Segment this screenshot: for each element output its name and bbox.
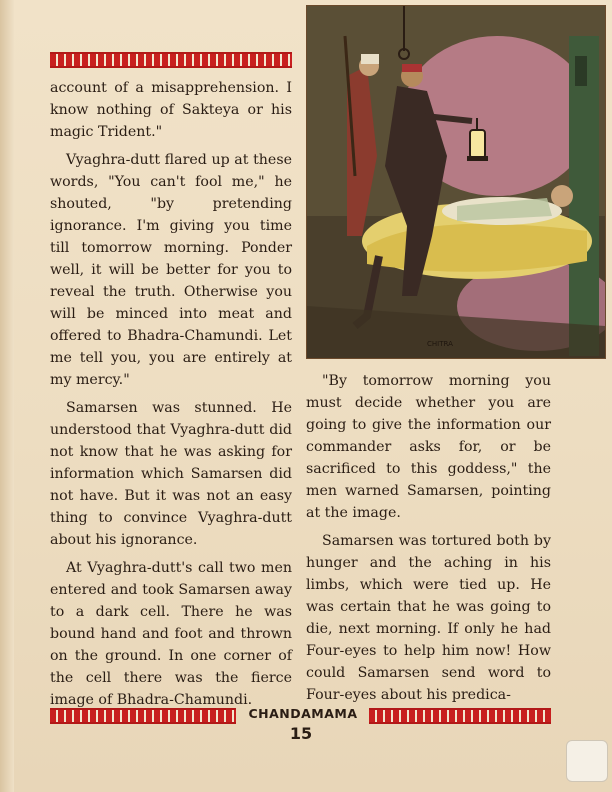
decorative-border-top xyxy=(50,52,292,68)
paragraph: Vyaghra-dutt flared up at these words, "You can't fool me," he shouted, "by pretending ignorance. I'm giving you time till tomorrow morning. Ponder well, it will be better for you to reveal the truth. Otherwise you will be minced into meat and offered to Bhadra-Chamundi. Let me tell you, you are entirely at my mercy." xyxy=(50,152,292,388)
paragraph: account of a misapprehension. I know nothing of Sakteya or his magic Trident." xyxy=(50,80,292,140)
decorative-border-bottom-right xyxy=(369,708,551,724)
paragraph: Samarsen was tortured both by hunger and the aching in his limbs, which were tied up. He was certain that he was going to die, next morning. If only he had Four-eyes to help him now! How could Samarsen send word to Four-eyes about his predica- xyxy=(306,533,551,703)
logo-stamp-icon xyxy=(566,740,608,782)
magazine-title: CHANDAMAMA xyxy=(248,706,358,721)
paragraph: At Vyaghra-dutt's call two men entered and took Samarsen away to a dark cell. There he was bound hand and foot and thrown on the ground. In one corner of the cell there was the fierce image of Bhadra-Chamundi. xyxy=(50,560,292,708)
page-edge-shade xyxy=(0,0,14,792)
paragraph: Samarsen was stunned. He understood that Vyaghra-dutt did not know that he was asking for information which Samarsen did not have. But it was not an easy thing to convince Vyaghra-dutt about his ignorance. xyxy=(50,400,292,548)
story-illustration xyxy=(306,5,606,359)
illustrator-signature: CHITRA xyxy=(427,340,453,348)
left-text-column xyxy=(50,77,292,717)
paragraph: "By tomorrow morning you must decide whether you are going to give the information our commander asks for, or be sacrificed to this goddess," the men warned Samarsen, pointing at the image. xyxy=(306,373,551,521)
decorative-border-bottom-left xyxy=(50,708,236,724)
page-number: 15 xyxy=(289,724,313,743)
right-text-column xyxy=(306,370,551,712)
